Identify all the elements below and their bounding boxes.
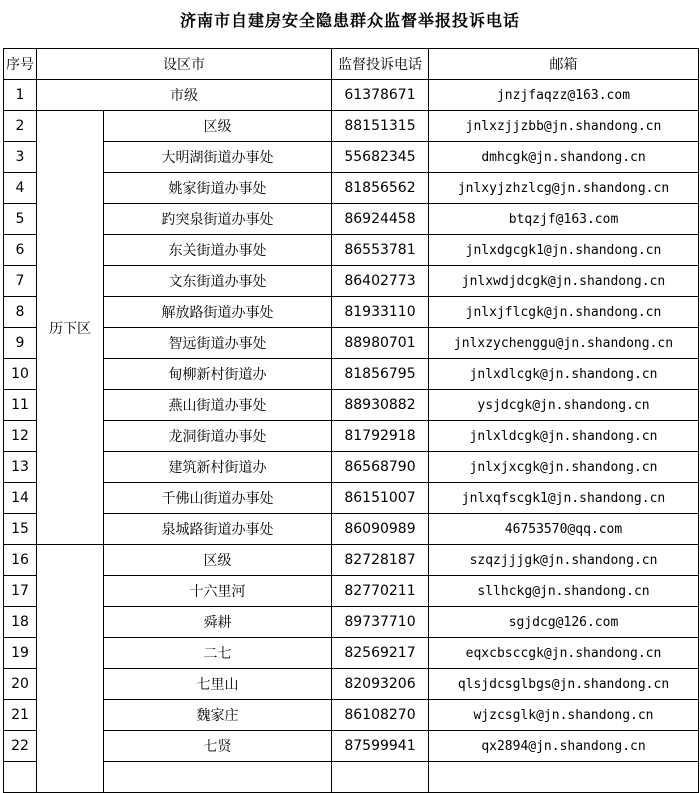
email-cell: sgjdcg@126.com	[429, 607, 699, 638]
email-cell: jnlxjxcgk@jn.shandong.cn	[429, 452, 699, 483]
email-cell: 46753570@qq.com	[429, 514, 699, 545]
phone-cell: 55682345	[332, 142, 429, 173]
phone-cell: 82093206	[332, 669, 429, 700]
district-cell: 市级	[37, 80, 332, 111]
phone-cell: 86090989	[332, 514, 429, 545]
table-row	[4, 669, 699, 700]
phone-cell: 82770211	[332, 576, 429, 607]
table-body	[4, 80, 699, 793]
table-row	[4, 731, 699, 762]
subdistrict-cell: 区级	[104, 545, 332, 576]
seq-cell: 18	[4, 607, 37, 638]
district-group-cell	[37, 545, 104, 793]
table-row	[4, 142, 699, 173]
email-cell: jnlxwdjdcgk@jn.shandong.cn	[429, 266, 699, 297]
email-cell	[429, 762, 699, 793]
email-cell: jnlxzjjzbb@jn.shandong.cn	[429, 111, 699, 142]
subdistrict-cell: 舜耕	[104, 607, 332, 638]
table-row	[4, 359, 699, 390]
district-group-cell: 历下区	[37, 111, 104, 545]
phone-cell: 82569217	[332, 638, 429, 669]
seq-cell: 14	[4, 483, 37, 514]
phone-cell: 82728187	[332, 545, 429, 576]
table-row	[4, 700, 699, 731]
seq-cell: 11	[4, 390, 37, 421]
subdistrict-cell: 建筑新村街道办	[104, 452, 332, 483]
seq-cell: 8	[4, 297, 37, 328]
subdistrict-cell: 二七	[104, 638, 332, 669]
subdistrict-cell: 十六里河	[104, 576, 332, 607]
header-phone: 监督投诉电话	[332, 49, 429, 80]
phone-cell: 61378671	[332, 80, 429, 111]
email-cell: jnlxdlcgk@jn.shandong.cn	[429, 359, 699, 390]
email-cell: jnzjfaqzz@163.com	[429, 80, 699, 111]
table-row	[4, 390, 699, 421]
subdistrict-cell: 大明湖街道办事处	[104, 142, 332, 173]
subdistrict-cell: 七贤	[104, 731, 332, 762]
email-cell: eqxcbsccgk@jn.shandong.cn	[429, 638, 699, 669]
table-row	[4, 638, 699, 669]
email-cell: jnlxzychenggu@jn.shandong.cn	[429, 328, 699, 359]
phone-cell: 87599941	[332, 731, 429, 762]
seq-cell: 9	[4, 328, 37, 359]
phone-cell: 81792918	[332, 421, 429, 452]
email-cell: jnlxldcgk@jn.shandong.cn	[429, 421, 699, 452]
table-row	[4, 297, 699, 328]
seq-cell: 5	[4, 204, 37, 235]
phone-cell	[332, 762, 429, 793]
phone-cell: 88151315	[332, 111, 429, 142]
table-row	[4, 173, 699, 204]
email-cell: qlsjdcsglbgs@jn.shandong.cn	[429, 669, 699, 700]
seq-cell: 6	[4, 235, 37, 266]
table-row	[4, 576, 699, 607]
table-header-row	[4, 49, 699, 80]
phone-cell: 86924458	[332, 204, 429, 235]
table-row	[4, 204, 699, 235]
table-row	[4, 111, 699, 142]
seq-cell: 13	[4, 452, 37, 483]
phone-cell: 86402773	[332, 266, 429, 297]
table-row	[4, 483, 699, 514]
email-cell: jnlxyjzhzlcg@jn.shandong.cn	[429, 173, 699, 204]
table-row	[4, 452, 699, 483]
table-row	[4, 545, 699, 576]
phone-cell: 89737710	[332, 607, 429, 638]
subdistrict-cell: 龙洞街道办事处	[104, 421, 332, 452]
phone-cell: 81856795	[332, 359, 429, 390]
subdistrict-cell: 泉城路街道办事处	[104, 514, 332, 545]
email-cell: jnlxdgcgk1@jn.shandong.cn	[429, 235, 699, 266]
seq-cell: 2	[4, 111, 37, 142]
complaint-phone-table	[3, 48, 699, 793]
seq-cell: 7	[4, 266, 37, 297]
subdistrict-cell: 魏家庄	[104, 700, 332, 731]
seq-cell: 12	[4, 421, 37, 452]
subdistrict-cell: 甸柳新村街道办	[104, 359, 332, 390]
header-district: 设区市	[37, 49, 332, 80]
phone-cell: 88930882	[332, 390, 429, 421]
email-cell: qx2894@jn.shandong.cn	[429, 731, 699, 762]
phone-cell: 88980701	[332, 328, 429, 359]
table-row	[4, 266, 699, 297]
subdistrict-cell: 千佛山街道办事处	[104, 483, 332, 514]
table-row	[4, 514, 699, 545]
subdistrict-cell: 姚家街道办事处	[104, 173, 332, 204]
phone-cell: 86151007	[332, 483, 429, 514]
email-cell: sllhckg@jn.shandong.cn	[429, 576, 699, 607]
seq-cell: 20	[4, 669, 37, 700]
seq-cell: 21	[4, 700, 37, 731]
seq-cell: 1	[4, 80, 37, 111]
table-row	[4, 328, 699, 359]
email-cell: dmhcgk@jn.shandong.cn	[429, 142, 699, 173]
seq-cell: 17	[4, 576, 37, 607]
email-cell: btqzjf@163.com	[429, 204, 699, 235]
email-cell: jnlxqfscgk1@jn.shandong.cn	[429, 483, 699, 514]
header-email: 邮箱	[429, 49, 699, 80]
phone-cell: 86108270	[332, 700, 429, 731]
email-cell: ysjdcgk@jn.shandong.cn	[429, 390, 699, 421]
subdistrict-cell: 智远街道办事处	[104, 328, 332, 359]
email-cell: jnlxjflcgk@jn.shandong.cn	[429, 297, 699, 328]
phone-cell: 86568790	[332, 452, 429, 483]
seq-cell: 4	[4, 173, 37, 204]
table-row-partial	[4, 762, 699, 793]
subdistrict-cell: 解放路街道办事处	[104, 297, 332, 328]
seq-cell: 3	[4, 142, 37, 173]
page-title: 济南市自建房安全隐患群众监督举报投诉电话	[179, 11, 520, 30]
table-row	[4, 80, 699, 111]
seq-cell: 16	[4, 545, 37, 576]
phone-cell: 81933110	[332, 297, 429, 328]
seq-cell: 10	[4, 359, 37, 390]
seq-cell: 22	[4, 731, 37, 762]
table-row	[4, 235, 699, 266]
subdistrict-cell: 东关街道办事处	[104, 235, 332, 266]
email-cell: szqzjjjgk@jn.shandong.cn	[429, 545, 699, 576]
seq-cell	[4, 762, 37, 793]
phone-cell: 81856562	[332, 173, 429, 204]
subdistrict-cell: 七里山	[104, 669, 332, 700]
email-cell: wjzcsglk@jn.shandong.cn	[429, 700, 699, 731]
phone-cell: 86553781	[332, 235, 429, 266]
subdistrict-cell: 趵突泉街道办事处	[104, 204, 332, 235]
subdistrict-cell: 燕山街道办事处	[104, 390, 332, 421]
table-row	[4, 421, 699, 452]
table-row	[4, 607, 699, 638]
subdistrict-cell	[104, 762, 332, 793]
seq-cell: 15	[4, 514, 37, 545]
seq-cell: 19	[4, 638, 37, 669]
subdistrict-cell: 文东街道办事处	[104, 266, 332, 297]
header-seq: 序号	[4, 49, 37, 80]
subdistrict-cell: 区级	[104, 111, 332, 142]
